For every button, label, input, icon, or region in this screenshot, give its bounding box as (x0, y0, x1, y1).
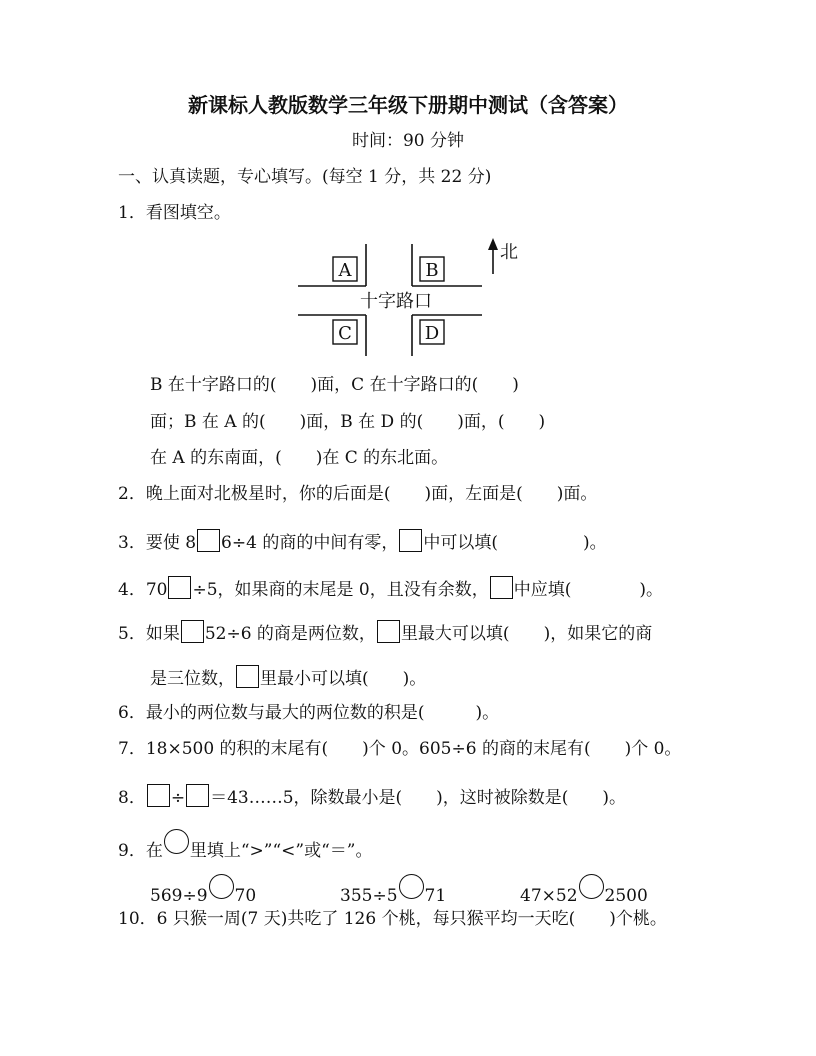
compare-expression-1 (150, 874, 256, 907)
digit-blank-box[interactable] (490, 576, 513, 599)
question-4 (118, 576, 663, 601)
expression-left: 569÷9 (150, 886, 208, 906)
box-d-label: D (424, 323, 440, 344)
box-c-label: C (338, 323, 352, 344)
compare-circle[interactable] (399, 874, 424, 899)
compare-expression-2 (340, 874, 446, 907)
question-5-text-c: 里最大可以填( )，如果它的商 (400, 624, 653, 644)
question-5-text-a: 5．如果 (118, 624, 180, 644)
question-5-line-2 (150, 665, 426, 690)
question-7: 7．18×500 的积的末尾有( )个 0。605÷6 的商的末尾有( )个 0。 (118, 739, 682, 759)
expression-right: 2500 (604, 886, 648, 906)
question-4-text-b: ÷5，如果商的末尾是 0，且没有余数， (192, 580, 489, 600)
expression-right: 71 (424, 886, 447, 906)
question-3-text-b: 6÷4 的商的中间有零， (221, 533, 399, 553)
digit-blank-box[interactable] (197, 529, 220, 552)
digit-blank-box[interactable] (377, 620, 400, 643)
question-8-text-c: ＝43……5，除数最小是( )，这时被除数是( )。 (210, 788, 627, 808)
question-4-text-a: 4．70 (118, 580, 168, 600)
question-5-text-d: 是三位数， (150, 669, 235, 689)
north-label: 北 (500, 242, 518, 263)
compare-circle[interactable] (579, 874, 604, 899)
section-heading: 一、认真读题，专心填写。(每空 1 分，共 22 分) (118, 167, 492, 187)
question-5-text-e: 里最小可以填( )。 (260, 669, 427, 689)
question-2: 2．晚上面对北极星时，你的后面是( )面，左面是( )面。 (118, 484, 598, 504)
intersection-label: 十字路口 (360, 291, 432, 312)
question-3 (118, 529, 607, 554)
question-8 (118, 784, 626, 809)
question-1-line-1: B 在十字路口的( )面，C 在十字路口的( ) (150, 375, 519, 395)
question-10: 10．6 只猴一周(7 天)共吃了 126 个桃，每只猴平均一天吃( )个桃。 (118, 909, 667, 929)
north-arrow-head-icon (488, 238, 498, 250)
page-title: 新课标人教版数学三年级下册期中测试（含答案） (188, 93, 628, 117)
divisor-blank-box[interactable] (186, 784, 209, 807)
question-8-text-b: ÷ (170, 788, 186, 808)
question-8-text-a: 8． (118, 788, 146, 808)
question-1-prompt: 1．看图填空。 (118, 203, 231, 223)
question-9-text-b: 里填上“>”“<”或“＝”。 (189, 841, 373, 861)
digit-blank-box[interactable] (168, 576, 191, 599)
digit-blank-box[interactable] (236, 665, 259, 688)
question-4-text-c: 中应填( )。 (513, 580, 663, 600)
compare-circle (164, 829, 189, 854)
expression-right: 70 (234, 886, 257, 906)
question-6: 6．最小的两位数与最大的两位数的积是( )。 (118, 703, 500, 723)
box-b-label: B (425, 260, 439, 281)
box-a-label: A (338, 260, 352, 281)
expression-left: 47×52 (520, 886, 578, 906)
expression-left: 355÷5 (340, 886, 398, 906)
question-9 (118, 829, 372, 862)
compare-expression-3 (520, 874, 648, 907)
digit-blank-box[interactable] (181, 620, 204, 643)
exam-time: 时间：90 分钟 (351, 131, 465, 151)
dividend-blank-box[interactable] (147, 784, 170, 807)
compare-circle[interactable] (209, 874, 234, 899)
question-5-line-1 (118, 620, 652, 645)
question-3-text-c: 中可以填( )。 (423, 533, 607, 553)
question-5-text-b: 52÷6 的商是两位数， (204, 624, 376, 644)
digit-blank-box[interactable] (399, 529, 422, 552)
question-1-line-3: 在 A 的东南面，( )在 C 的东北面。 (150, 448, 449, 468)
question-3-text-a: 3．要使 8 (118, 533, 197, 553)
question-1-line-2: 面；B 在 A 的( )面，B 在 D 的( )面，( ) (150, 412, 546, 432)
question-9-text-a: 9．在 (118, 841, 163, 861)
